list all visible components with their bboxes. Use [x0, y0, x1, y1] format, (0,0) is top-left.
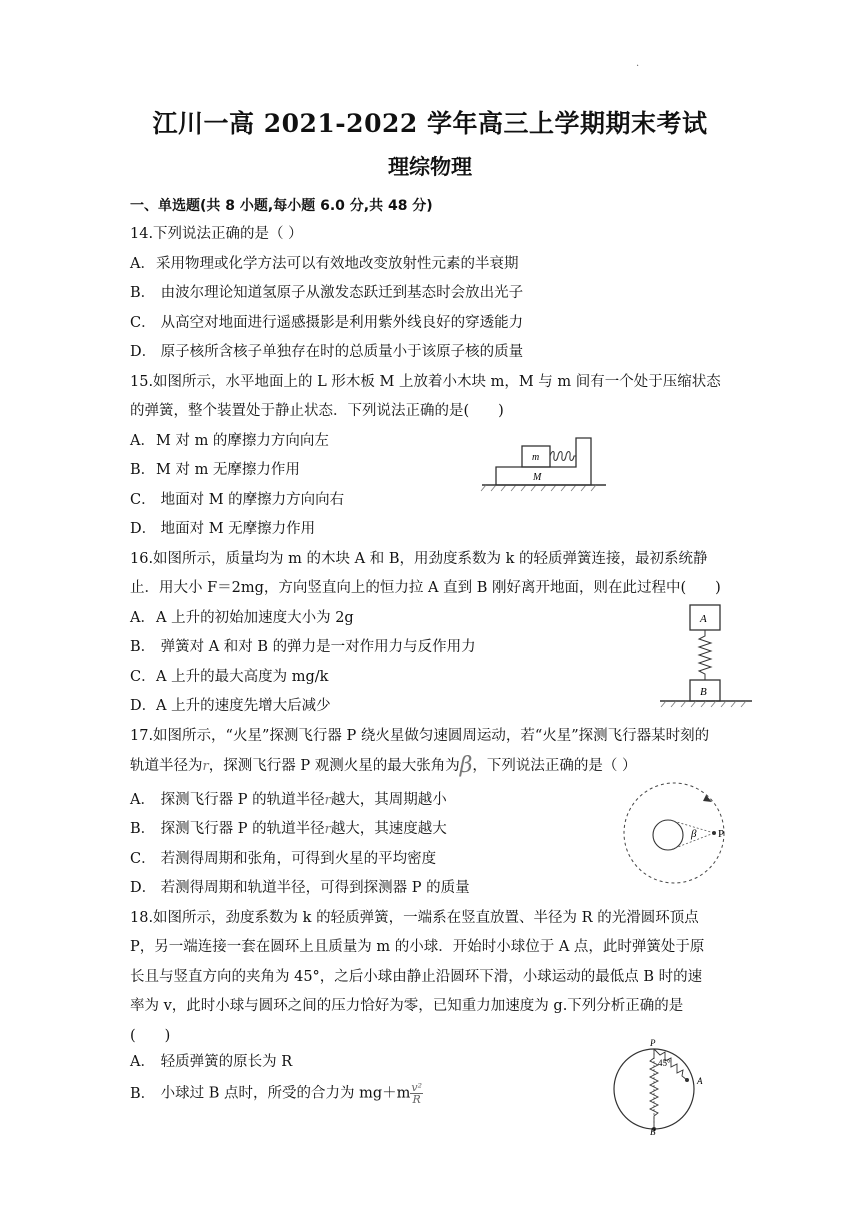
- option-text: 若测得周期和轨道半径，可得到探测器 P 的质量: [156, 880, 470, 896]
- option-text: M 对 m 的摩擦力方向向左: [156, 433, 329, 449]
- option-letter: A．: [130, 1054, 155, 1070]
- q18-stem-line1: 18.如图所示，劲度系数为 k 的轻质弹簧，一端系在竖直放置、半径为 R 的光滑圆环顶点: [130, 910, 699, 926]
- option-letter: C．: [130, 851, 156, 867]
- q14-stem: 14.下列说法正确的是（ ）: [130, 226, 303, 242]
- v-squared-over-r-fraction: [410, 1082, 423, 1105]
- radius-symbol: r: [324, 793, 331, 808]
- q15-option-a: [130, 431, 329, 451]
- probe-point: [712, 831, 716, 835]
- q17-option-d: [130, 878, 470, 898]
- option-letter: D．: [130, 698, 157, 714]
- option-letter: B．: [130, 285, 156, 301]
- label-b: B: [700, 686, 707, 698]
- q18-figure-ring-spring: [604, 1036, 719, 1136]
- option-text: A 上升的初始加速度大小为 2g: [156, 610, 354, 626]
- radius-symbol: r: [202, 759, 209, 774]
- mars-circle: [653, 820, 683, 850]
- q18-stem-line2: P，另一端连接一套在圆环上且质量为 m 的小球．开始时小球位于 A 点，此时弹簧处于原: [130, 939, 705, 955]
- q18-option-a: [130, 1052, 292, 1072]
- q16-option-d: [130, 696, 331, 716]
- label-b: B: [650, 1127, 656, 1136]
- option-letter: B．: [130, 1085, 156, 1102]
- q17-option-c: [130, 849, 436, 869]
- stem-text: ，下列说法正确的是（ ）: [472, 758, 637, 774]
- q17-option-a: [130, 790, 447, 811]
- q14-option-c: [130, 313, 523, 333]
- l-shaped-board: [496, 438, 591, 485]
- q16-option-a: [130, 608, 354, 628]
- fraction-numerator: v²: [411, 1081, 422, 1094]
- option-text: 地面对 M 无摩擦力作用: [156, 521, 316, 537]
- option-text: 地面对 M 的摩擦力方向向右: [156, 492, 345, 508]
- q17-stem-line1: 17.如图所示，“火星”探测飞行器 P 绕火星做匀速圆周运动，若“火星”探测飞行器某时刻的: [130, 728, 710, 744]
- label-a: A: [700, 613, 707, 625]
- q16-figure-two-blocks: [656, 600, 756, 710]
- option-letter: B．: [130, 462, 156, 478]
- exam-title: 江川一高 2021-2022 学年高三上学期期末考试: [152, 109, 708, 138]
- q17-option-b: [130, 819, 447, 840]
- option-text: A 上升的速度先增大后减少: [156, 698, 331, 714]
- q16-stem-line2: 止．用大小 F＝2mg，方向竖直向上的恒力拉 A 直到 B 刚好离开地面，则在此过程中( ): [130, 580, 721, 596]
- option-text: 由波尔理论知道氢原子从激发态跃迁到基态时会放出光子: [156, 285, 524, 301]
- exam-subtitle: 理综物理: [388, 154, 472, 179]
- q15-option-c: [130, 490, 344, 510]
- ball-a: [685, 1078, 689, 1082]
- beta-symbol: β: [459, 753, 473, 778]
- ground-hatching: [661, 701, 746, 707]
- q15-stem-line1: 15.如图所示，水平地面上的 L 形木板 M 上放着小木块 m，M 与 m 间有一个处于压缩状态: [130, 374, 721, 390]
- label-a: A: [697, 1076, 703, 1086]
- q15-stem-line2: 的弹簧，整个装置处于静止状态．下列说法正确的是( ): [130, 403, 504, 419]
- q16-stem-line1: 16.如图所示，质量均为 m 的木块 A 和 B，用劲度系数为 k 的轻质弹簧连接，最初系统静: [130, 551, 708, 567]
- label-big-m: M: [533, 472, 542, 483]
- q18-stem-line3: 长且与竖直方向的夹角为 45°，之后小球由静止沿圆环下滑，小球运动的最低点 B 时的速: [130, 969, 703, 985]
- option-letter: C．: [130, 492, 156, 508]
- q15-option-b: [130, 460, 300, 480]
- q18-stem-line4: 率为 v，此时小球与圆环之间的压力恰好为零，已知重力加速度为 g.下列分析正确的是: [130, 998, 684, 1014]
- q15-figure-board-spring: [478, 430, 610, 492]
- label-p: P: [718, 828, 725, 840]
- option-text: 轻质弹簧的原长为 R: [156, 1054, 293, 1070]
- label-p: P: [650, 1038, 656, 1048]
- option-text: 越大，其周期越小: [330, 792, 447, 808]
- radius-symbol: r: [324, 822, 331, 837]
- option-letter: B．: [130, 639, 156, 655]
- option-letter: D．: [130, 880, 157, 896]
- option-text: 探测飞行器 P 的轨道半径: [156, 821, 325, 837]
- option-letter: A．: [130, 792, 155, 808]
- q17-stem-line2: [130, 753, 637, 778]
- label-small-m: m: [532, 452, 540, 463]
- option-letter: C．: [130, 315, 156, 331]
- q15-option-d: [130, 519, 315, 539]
- option-text: 弹簧对 A 和对 B 的弹力是一对作用力与反作用力: [156, 639, 476, 655]
- option-letter: C．: [130, 669, 156, 685]
- stem-text: 轨道半径为: [130, 758, 203, 774]
- q14-option-b: [130, 283, 523, 303]
- orbit-circle: [624, 783, 724, 883]
- spring-coil: [550, 452, 576, 461]
- q14-option-d: [130, 342, 523, 362]
- q16-option-c: [130, 667, 328, 687]
- option-letter: A．: [130, 610, 155, 626]
- label-beta: β: [691, 828, 697, 840]
- option-text: 原子核所含核子单独存在时的总质量小于该原子核的质量: [156, 344, 524, 360]
- q16-option-b: [130, 637, 476, 657]
- stem-text: ，探测飞行器 P 观测火星的最大张角为: [208, 758, 460, 774]
- fraction-denominator: R: [412, 1093, 421, 1106]
- option-text: 探测飞行器 P 的轨道半径: [156, 792, 325, 808]
- option-text: 越大，其速度越大: [330, 821, 447, 837]
- spring-zigzag: [699, 630, 711, 680]
- option-letter: A．: [130, 256, 155, 272]
- option-letter: A．: [130, 433, 155, 449]
- section-heading: 一、单选题(共 8 小题,每小题 6.0 分,共 48 分): [130, 198, 433, 214]
- q14-option-a: [130, 254, 519, 274]
- option-text: A 上升的最大高度为 mg/k: [156, 669, 329, 685]
- option-text: 若测得周期和张角，可得到火星的平均密度: [156, 851, 437, 867]
- ground-hatching: [481, 485, 596, 491]
- q17-figure-orbit: [610, 778, 740, 888]
- q18-stem-line5: ( ): [130, 1028, 171, 1044]
- q18-option-b: [130, 1082, 423, 1105]
- option-text: 从高空对地面进行遥感摄影是利用紫外线良好的穿透能力: [156, 315, 524, 331]
- label-angle: 45°: [658, 1058, 671, 1068]
- option-text: M 对 m 无摩擦力作用: [156, 462, 300, 478]
- option-text: 小球过 B 点时，所受的合力为 mg＋m: [156, 1085, 411, 1102]
- option-letter: B．: [130, 821, 156, 837]
- option-letter: D．: [130, 521, 157, 537]
- option-letter: D．: [130, 344, 157, 360]
- option-text: 采用物理或化学方法可以有效地改变放射性元素的半衰期: [156, 256, 519, 272]
- corner-dot: .: [636, 58, 640, 69]
